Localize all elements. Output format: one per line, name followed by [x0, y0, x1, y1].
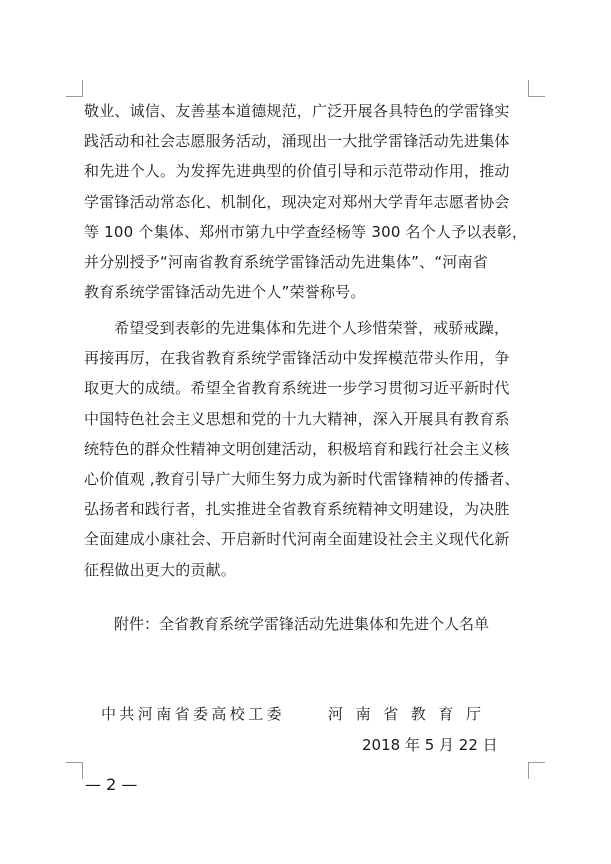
paragraph-line: 希望受到表彰的先进集体和先进个人珍惜荣誉，戒骄戒躁， — [114, 319, 510, 337]
paragraph-line: 践活动和社会志愿服务活动，涌现出一大批学雷锋活动先进集体 — [84, 132, 510, 151]
paragraph-line: 征程做出更大的贡献。 — [84, 560, 237, 579]
body-paragraph-1 — [84, 96, 530, 307]
crop-mark-top-right — [528, 80, 545, 97]
page-number: — 2 — — [85, 775, 138, 794]
crop-mark-bottom-left — [66, 762, 83, 779]
signature-organization-2: 河南省教育厅 — [328, 705, 494, 723]
paragraph-line: 教育系统学雷锋活动先进个人”荣誉称号。 — [84, 283, 366, 302]
body-paragraph-2 — [84, 313, 530, 585]
paragraph-line: 全面建成小康社会、开启新时代河南全面建设社会主义现代化新 — [84, 530, 510, 549]
paragraph-line: 弘扬者和践行者，扎实推进全省教育系统精神文明建设，为决胜 — [84, 500, 510, 519]
paragraph-line: 等 100 个集体、郑州市第九中学查经杨等 300 名个人予以表彰， — [84, 222, 528, 241]
paragraph-line: 并分别授予“河南省教育系统学雷锋活动先进集体”、“河南省 — [84, 252, 488, 271]
attachment-note: 附件：全省教育系统学雷锋活动先进集体和先进个人名单 — [114, 615, 490, 633]
crop-mark-top-left — [66, 80, 83, 97]
paragraph-line: 中国特色社会主义思想和党的十九大精神，深入开展具有教育系 — [84, 409, 510, 428]
signature-date: 2018 年 5 月 22 日 — [362, 736, 498, 754]
signature-organization-1: 中共河南省委高校工委 — [101, 705, 286, 723]
paragraph-line: 敬业、诚信、友善基本道德规范，广泛开展各具特色的学雷锋实 — [84, 102, 510, 120]
paragraph-line: 和先进个人。为发挥先进典型的价值引导和示范带动作用，推动 — [84, 162, 510, 181]
paragraph-line: 学雷锋活动常态化、机制化，现决定对郑州大学青年志愿者协会 — [84, 192, 510, 211]
crop-mark-bottom-right — [528, 762, 545, 779]
paragraph-line: 统特色的群众性精神文明创建活动，积极培育和践行社会主义核 — [84, 439, 510, 458]
paragraph-line: 心价值观 ,教育引导广大师生努力成为新时代雷锋精神的传播者、 — [84, 469, 520, 488]
paragraph-line: 取更大的成绩。希望全省教育系统进一步学习贯彻习近平新时代 — [84, 379, 510, 398]
paragraph-line: 再接再厉，在我省教育系统学雷锋活动中发挥模范带头作用，争 — [84, 349, 510, 368]
